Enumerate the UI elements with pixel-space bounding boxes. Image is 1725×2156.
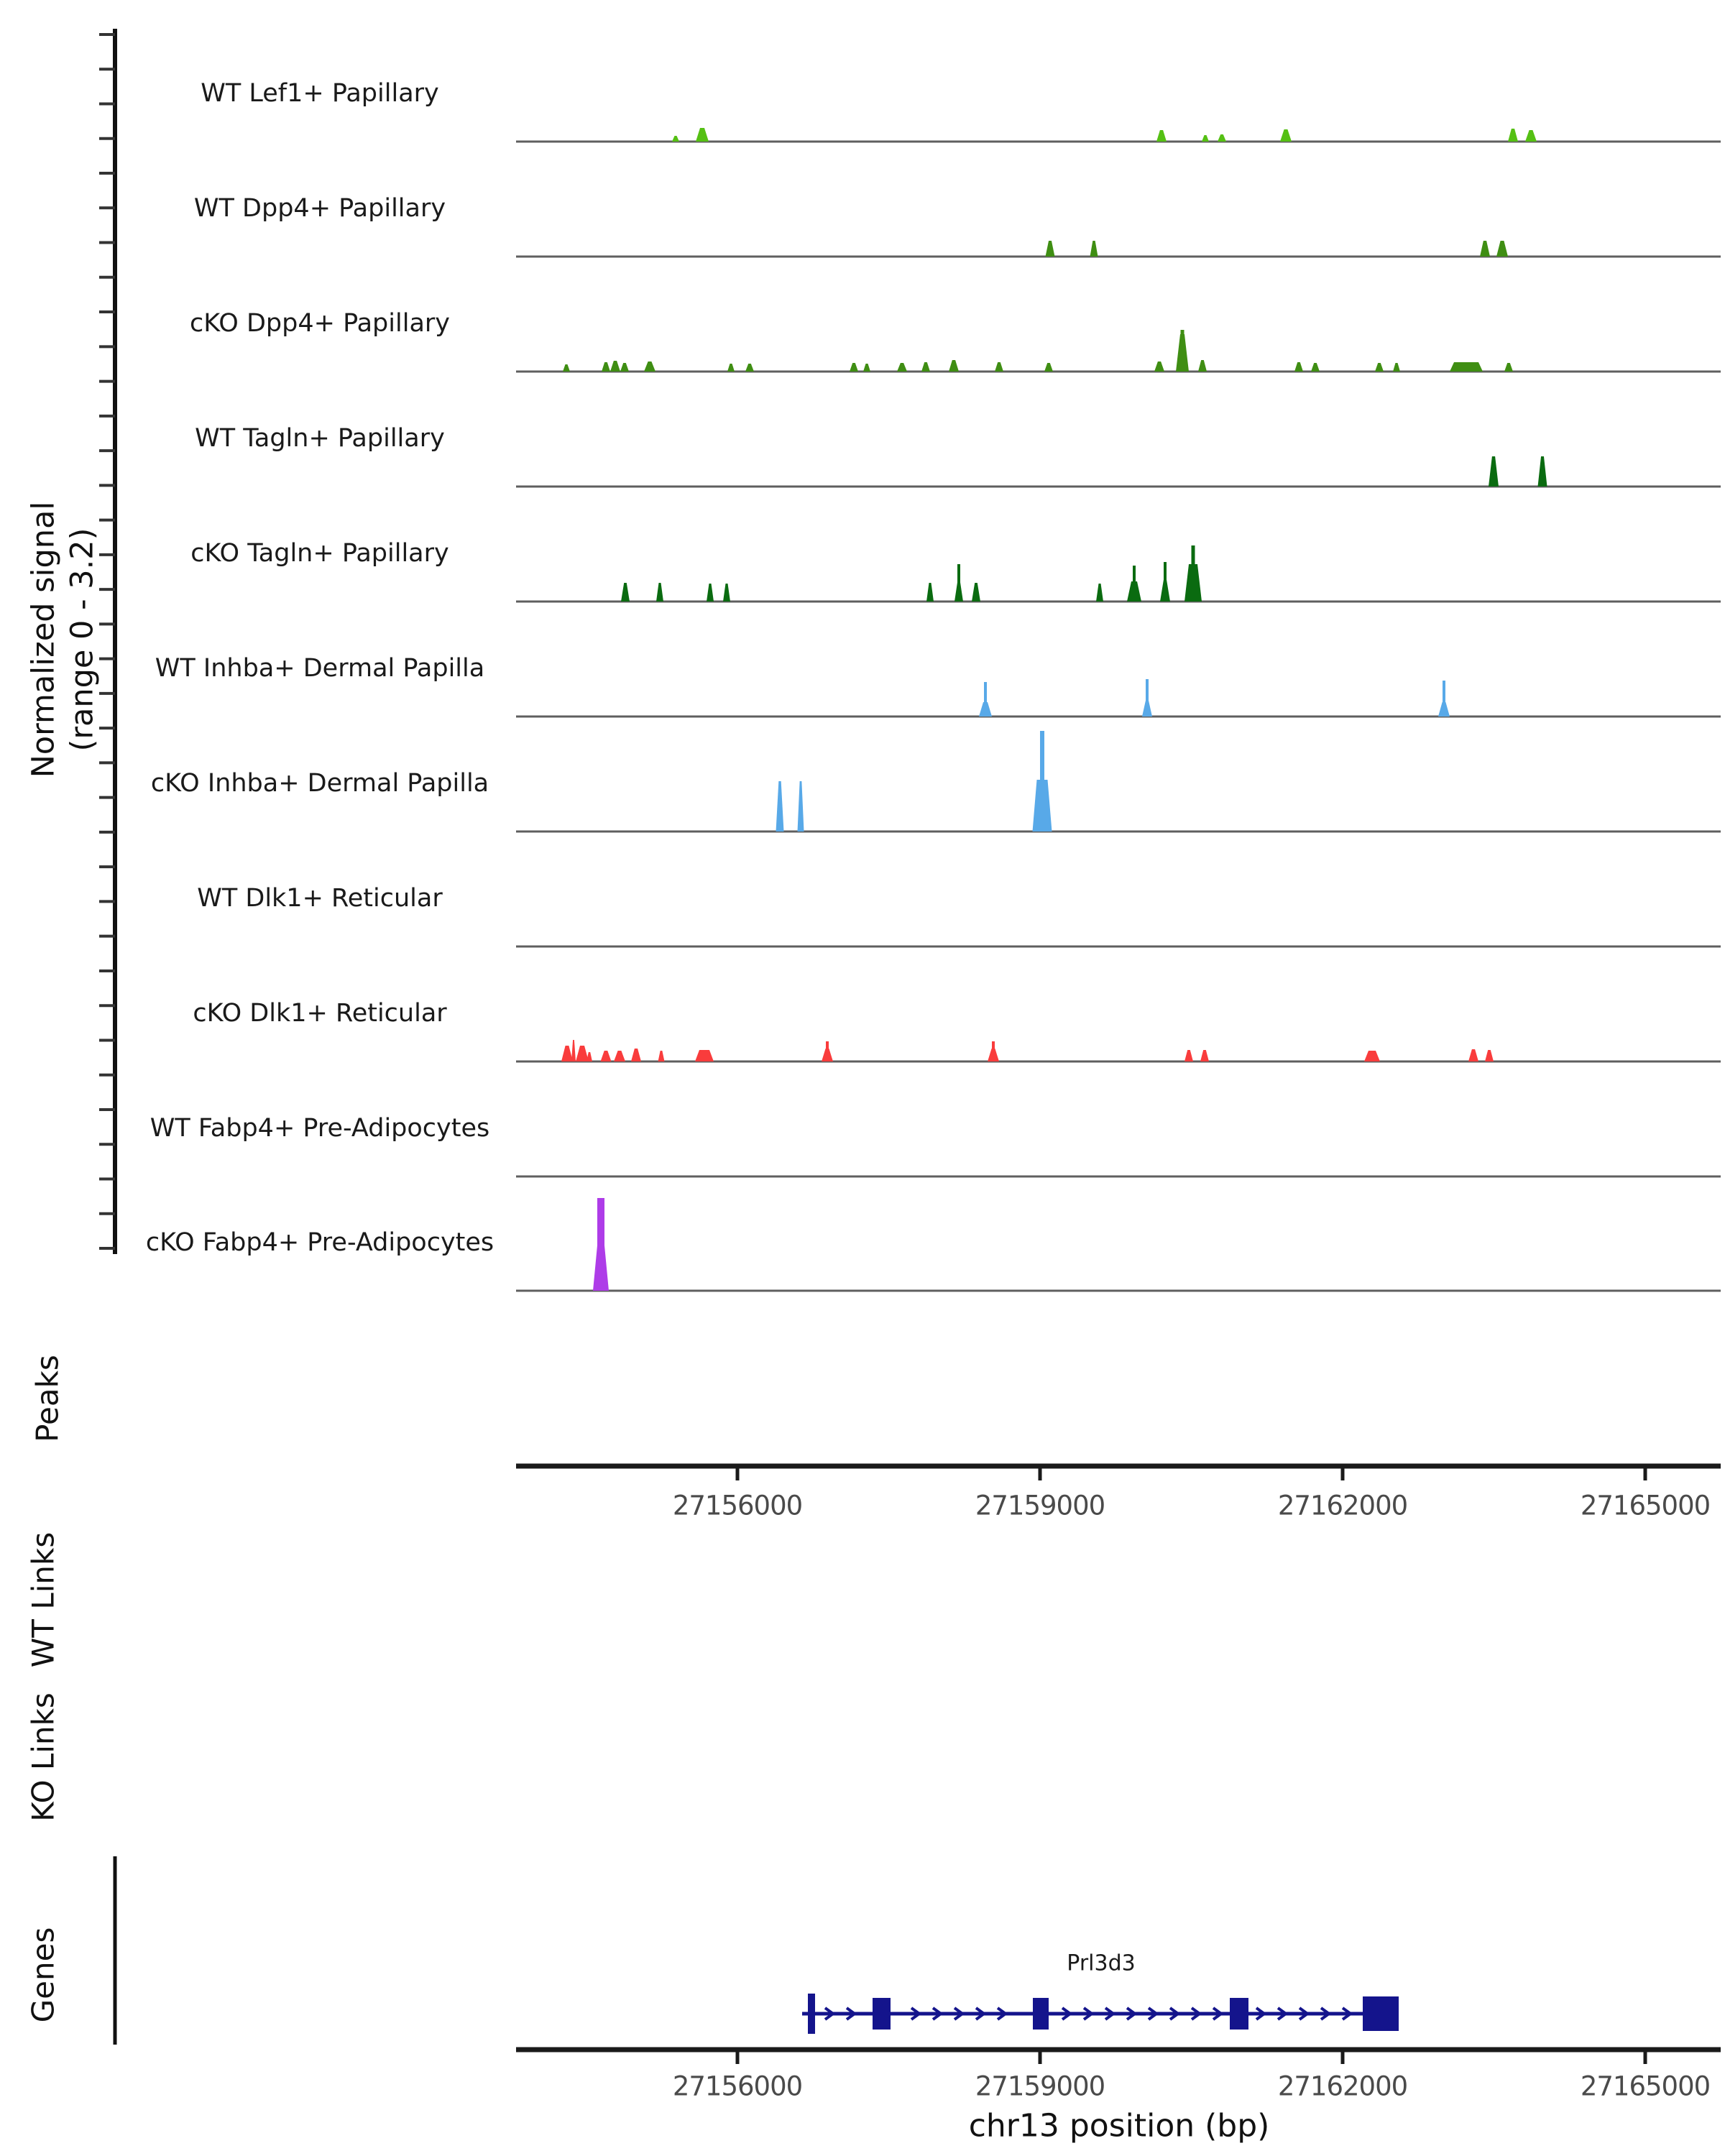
signal-peak — [1538, 456, 1547, 487]
signal-peak — [897, 363, 907, 372]
signal-peak — [576, 1046, 589, 1061]
track-label-9: WT Fabp4+ Pre-Adipocytes — [150, 1114, 490, 1143]
signal-peak — [921, 362, 930, 372]
genes-section-label: Genes — [25, 1927, 61, 2023]
signal-peak — [727, 364, 735, 372]
genome-tick-label-2: 27162000 — [1277, 2070, 1408, 2102]
signal-peak — [1280, 129, 1292, 142]
signal-peak — [1200, 1050, 1209, 1061]
signal-peak — [954, 581, 963, 602]
signal-peak — [863, 364, 870, 372]
signal-peak — [658, 1051, 665, 1061]
signal-peak — [644, 361, 656, 372]
signal-peak — [602, 362, 610, 372]
signal-peak — [1450, 362, 1483, 372]
signal-peak — [1090, 241, 1098, 257]
signal-peak — [1046, 241, 1055, 257]
signal-peak — [1525, 130, 1537, 142]
y-axis-label-line2: (range 0 - 3.2) — [64, 528, 100, 752]
signal-peak — [1393, 363, 1400, 372]
signal-peak — [620, 363, 629, 372]
track-label-7: WT Dlk1+ Reticular — [197, 884, 443, 913]
signal-peak — [1480, 241, 1490, 257]
signal-peak — [561, 1046, 573, 1061]
signal-peak — [1468, 1049, 1478, 1061]
track-label-1: WT Dpp4+ Papillary — [193, 194, 446, 223]
signal-peak — [614, 1051, 625, 1061]
signal-peak — [1156, 130, 1167, 142]
gene-exon — [808, 1994, 815, 2034]
gene-name-label: Prl3d3 — [1067, 1950, 1136, 1976]
signal-peak — [1311, 363, 1320, 372]
signal-peak — [563, 364, 570, 372]
signal-peak — [776, 781, 784, 831]
signal-peak — [1294, 362, 1303, 372]
signal-peak — [1198, 360, 1207, 372]
ko-links-section-label: KO Links — [25, 1692, 61, 1822]
signal-peak — [926, 583, 934, 602]
peaks-section-label: Peaks — [29, 1355, 65, 1442]
signal-peak — [850, 363, 858, 372]
signal-peak — [1096, 584, 1103, 602]
y-axis-label-line1: Normalized signal — [25, 501, 62, 778]
signal-peak — [1218, 134, 1226, 142]
track-label-2: cKO Dpp4+ Papillary — [190, 309, 450, 338]
peaks-tick-label-1: 27159000 — [975, 1490, 1105, 1521]
signal-peak — [745, 364, 754, 372]
track-label-5: WT Inhba+ Dermal Papilla — [155, 654, 485, 683]
peaks-tick-label-3: 27165000 — [1580, 1490, 1711, 1521]
signal-peak — [1184, 564, 1202, 602]
signal-peak — [949, 360, 959, 372]
signal-peak — [656, 583, 663, 602]
signal-peak — [822, 1049, 833, 1061]
signal-peak — [621, 583, 630, 602]
signal-peak — [610, 361, 620, 372]
genome-tick-label-3: 27165000 — [1580, 2070, 1711, 2102]
track-label-3: WT Tagln+ Papillary — [195, 424, 445, 453]
track-label-10: cKO Fabp4+ Pre-Adipocytes — [145, 1228, 494, 1257]
signal-peak — [695, 1050, 714, 1061]
signal-peak — [1496, 241, 1508, 257]
signal-peak — [1438, 702, 1450, 717]
signal-peak — [1364, 1051, 1380, 1061]
signal-peak — [972, 583, 980, 602]
track-label-4: cKO Tagln+ Papillary — [190, 539, 449, 568]
signal-peak — [1489, 456, 1499, 487]
track-label-6: cKO Inhba+ Dermal Papilla — [150, 769, 489, 798]
genome-tick-label-0: 27156000 — [672, 2070, 803, 2102]
signal-peak — [1202, 135, 1209, 142]
signal-peak — [631, 1049, 641, 1061]
signal-peak — [979, 702, 992, 717]
gene-exon — [1230, 1998, 1248, 2030]
signal-peak — [723, 584, 730, 602]
signal-peak — [672, 136, 679, 142]
genome-tick-label-1: 27159000 — [975, 2070, 1105, 2102]
gene-exon — [1033, 1998, 1049, 2030]
signal-peak — [1127, 581, 1141, 602]
signal-peak — [696, 128, 709, 142]
signal-peak — [988, 1049, 999, 1061]
signal-peak — [593, 1245, 609, 1291]
peaks-tick-label-2: 27162000 — [1277, 1490, 1408, 1521]
signal-peak — [1142, 701, 1152, 717]
signal-peak — [1033, 780, 1052, 831]
gene-exon — [1363, 1996, 1399, 2031]
signal-peak — [1504, 363, 1513, 372]
signal-peak — [995, 362, 1003, 372]
y-axis-label — [24, 502, 102, 778]
signal-peak — [1044, 363, 1053, 372]
signal-peak — [1485, 1050, 1494, 1061]
track-label-0: WT Lef1+ Papillary — [201, 79, 439, 108]
wt-links-section-label: WT Links — [25, 1531, 61, 1668]
signal-peak — [707, 584, 714, 602]
signal-peak — [1154, 361, 1164, 372]
gene-exon — [873, 1998, 891, 2030]
peaks-tick-label-0: 27156000 — [672, 1490, 803, 1521]
signal-peak — [1375, 363, 1384, 372]
signal-peak — [1184, 1050, 1193, 1061]
signal-peak — [798, 781, 804, 831]
signal-peak — [571, 1040, 576, 1061]
signal-peak — [601, 1051, 612, 1061]
signal-peak — [1160, 580, 1170, 602]
signal-peak — [1176, 334, 1189, 372]
signal-peak — [1508, 129, 1518, 142]
track-label-8: cKO Dlk1+ Reticular — [193, 999, 447, 1028]
x-axis-title: chr13 position (bp) — [968, 2107, 1270, 2145]
